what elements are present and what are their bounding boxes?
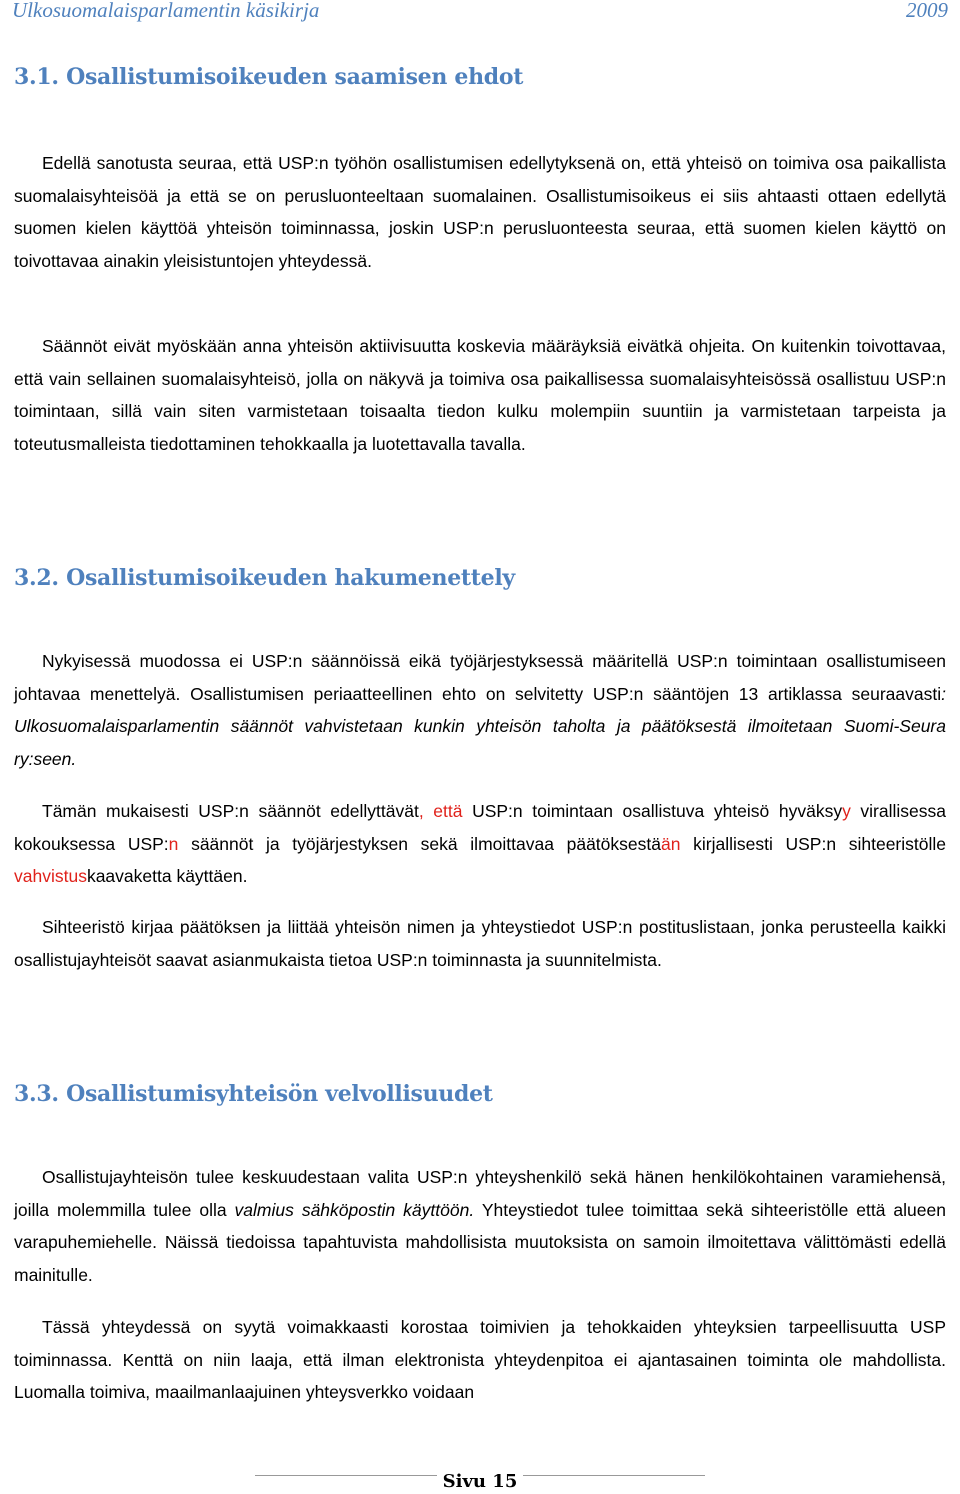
text-run: Tämän mukaisesti USP:n säännöt edellyttävät — [42, 801, 419, 821]
paragraph-text: Yhteystiedot tulee toimittaa sekä sihteeristölle että alueen varapuhemiehelle. Näissä tiedoissa tapahtuvista mahdollisista muutoksista on samoin ilmoitettava välittömästi edellä mainitulle. — [14, 1199, 946, 1285]
tracked-change: y — [842, 801, 851, 821]
section-heading-3-1: 3.1. Osallistumisoikeuden saamisen ehdot — [14, 64, 524, 90]
text-run: säännöt ja työjärjestyksen sekä ilmoittavaa päätöksestä — [178, 833, 661, 854]
paragraph: Tässä yhteydessä on syytä voimakkaasti korostaa toimivien ja tehokkaiden yhteyksien tarpeellisuutta USP toiminnassa. Kenttä on niin laaja, että ilman elektronista yhteydenpitoa ei ajantasainen toiminta ole mahdollista. Luomalla toimiva, maailmanlaajuinen yhteysverkko voidaan — [14, 1317, 946, 1403]
paragraph: Edellä sanotusta seuraa, että USP:n työhön osallistumisen edellytyksenä on, että yhteisö on toimiva osa paikallista suomalaisyhteisöä ja että se on perusluonteeltaan suomalainen. Osallistumisoikeus ei siis ahtaasti ottaen edellytä suomen kielen käyttöä yhteisön toiminnassa, joskin USP:n perusluonteesta seuraa, että suomen kielen käyttö on toivottavaa ainakin yleisistuntojen yhteydessä. — [14, 153, 946, 271]
page-number-label: Sivu 15 — [437, 1471, 524, 1492]
paragraph — [14, 1161, 946, 1291]
rule-quote: : Ulkosuomalaisparlamentin säännöt vahvistetaan kunkin yhteisön taholta ja päätöksestä ilmoitetaan Suomi-Seura ry:seen. — [14, 683, 946, 769]
section-heading-3-3: 3.3. Osallistumisyhteisön velvollisuudet — [14, 1081, 493, 1107]
text-run: virallisessa kokouksessa USP: — [14, 801, 946, 854]
emphasis: valmius sähköpostin käyttöön. — [234, 1199, 475, 1220]
tracked-change: n — [168, 833, 179, 854]
paragraph — [14, 795, 946, 893]
section-heading-3-2: 3.2. Osallistumisoikeuden hakumenettely — [14, 565, 515, 591]
tracked-change: än — [660, 833, 681, 854]
running-header-year: 2009 — [906, 0, 948, 22]
tracked-change: vahvistus — [14, 866, 87, 887]
text-run: kirjallisesti USP:n sihteeristölle — [680, 833, 947, 854]
paragraph — [14, 645, 946, 775]
paragraph-text: Nykyisessä muodossa ei USP:n säännöissä eikä työjärjestyksessä määritellä USP:n toimintaan osallistumiseen johtavaa menettelyä. Osallistumisen periaatteellinen ehto on selvitetty USP:n sääntöjen 13 artiklassa seuraavasti — [14, 651, 946, 704]
paragraph: Säännöt eivät myöskään anna yhteisön aktiivisuutta koskevia määräyksiä eivätkä ohjeita. On kuitenkin toivottavaa, että vain sellainen suomalaisyhteisö, jolla on näkyvä ja toimiva osa paikallisessa suomalaisyhteisössä osallistuu USP:n toimintaan, sillä vain siten varmistetaan toisaalta tiedon kulku molempiin suuntiin ja varmistetaan tarpeista ja toteutusmalleista tiedottaminen tehokkaalla ja luotettavalla tavalla. — [14, 336, 946, 454]
text-run: kaavaketta käyttäen. — [86, 866, 248, 887]
running-header-title: Ulkosuomalaisparlamentin käsikirja — [12, 0, 320, 22]
text-run: USP:n toimintaan osallistuva yhteisö hyväksy — [462, 801, 843, 821]
page-number — [0, 1471, 960, 1492]
paragraph: Sihteeristö kirjaa päätöksen ja liittää yhteisön nimen ja yhteystiedot USP:n postituslistaan, jonka perusteella kaikki osallistujayhteisöt saavat asianmukaista tietoa USP:n toiminnasta ja suunnitelmista. — [14, 917, 946, 970]
paragraph-text: Osallistujayhteisön tulee keskuudestaan valita USP:n yhteyshenkilö sekä hänen henkilökohtainen varamiehensä, joilla molemmilla tulee olla — [14, 1167, 946, 1220]
tracked-change: , että — [418, 801, 463, 821]
